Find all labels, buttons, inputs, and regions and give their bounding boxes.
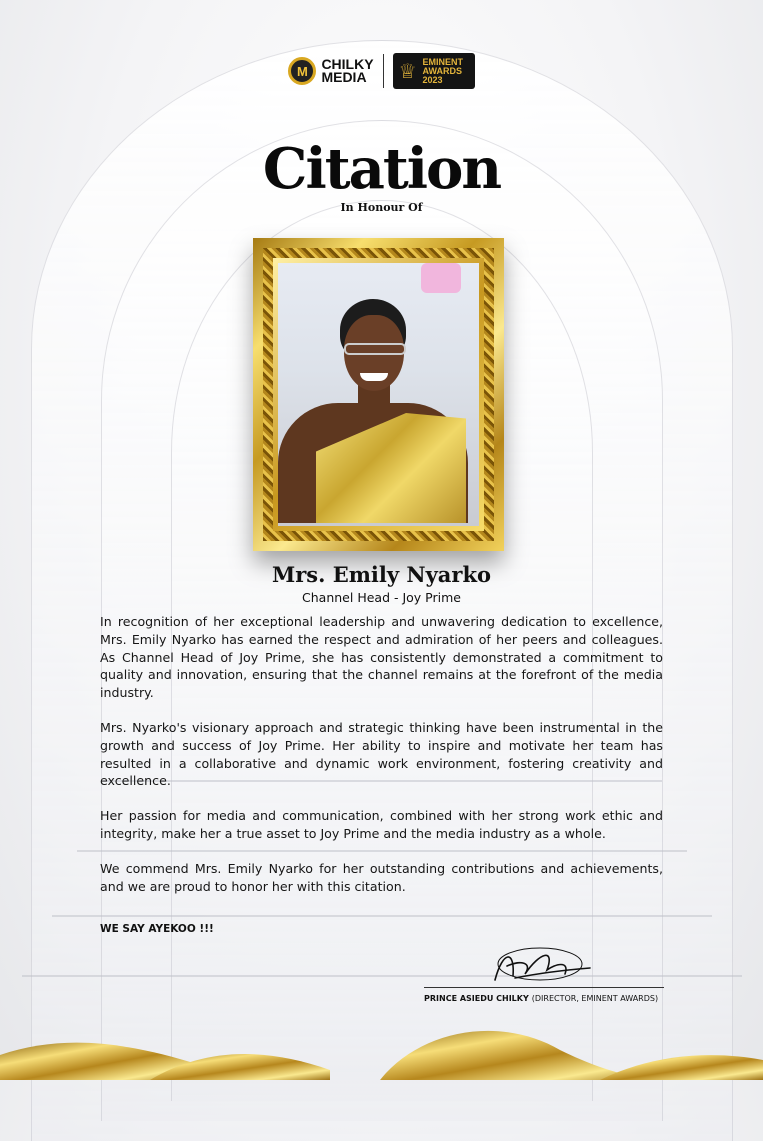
- gold-picture-frame: [253, 238, 504, 551]
- honoree-role: Channel Head - Joy Prime: [302, 590, 461, 605]
- chilky-line-1: CHILKY: [321, 56, 374, 72]
- honoree-portrait: [278, 263, 479, 526]
- citation-paragraph: Mrs. Nyarko's visionary approach and strategic thinking have been instrumental in the growth and success of Joy Prime. Her ability to inspire and motivate her team has resulted in a collaborative and dynamic work environment, fostering creativity and excellence.: [100, 719, 663, 789]
- stair-step: [52, 915, 712, 917]
- page-title: Citation: [262, 136, 501, 202]
- chilky-media-logo: [288, 57, 373, 85]
- citation-paragraph: We commend Mrs. Emily Nyarko for her outstanding contributions and achievements, and we are proud to honor her with this citation.: [100, 860, 663, 894]
- page-subtitle: In Honour Of: [340, 201, 423, 214]
- citation-body: [100, 613, 663, 912]
- closing-line: WE SAY AYEKOO !!!: [100, 923, 214, 935]
- eminent-line-3: 2023: [422, 74, 443, 85]
- stair-step: [22, 975, 742, 977]
- eminent-line-1: EMINENT: [422, 56, 463, 67]
- portrait-glasses: [344, 343, 406, 355]
- frame-ornament: [263, 248, 494, 541]
- citation-paragraph: In recognition of her exceptional leadership and unwavering dedication to excellence, Mrs. Emily Nyarko has earned the respect and admiration of her peers and colleagues. As Channel Head of Joy Prime, she has consistently demonstrated a commitment to quality and innovation, ensuring that the channel remains at the forefront of the media industry.: [100, 614, 663, 701]
- logo-divider: [383, 54, 384, 88]
- portrait-smile: [360, 373, 388, 381]
- eminent-awards-logo: [393, 53, 475, 89]
- chilky-media-wordmark: [321, 58, 373, 84]
- eminent-awards-wordmark: [423, 58, 464, 85]
- signatory-name: PRINCE ASIEDU CHILKY: [424, 994, 529, 1003]
- frame-mat: [273, 258, 484, 531]
- trophy-icon: ♕: [398, 59, 417, 83]
- header-logos: [0, 53, 763, 89]
- honoree-name: Mrs. Emily Nyarko: [271, 562, 492, 587]
- signatory-title: (DIRECTOR, EMINENT AWARDS): [531, 994, 659, 1003]
- handwritten-signature: [485, 940, 595, 990]
- chilky-media-mark: M: [288, 57, 316, 85]
- signature-line: [424, 987, 664, 988]
- eminent-line-2: AWARDS: [422, 65, 463, 76]
- chilky-line-2: MEDIA: [321, 69, 367, 85]
- signatory: [424, 994, 658, 1003]
- citation-paragraph: Her passion for media and communication, combined with her strong work ethic and integrity, make her a true asset to Joy Prime and the media industry as a whole.: [100, 808, 663, 841]
- portrait-background-detail: [421, 263, 461, 293]
- gold-ribbon-decoration: [0, 1010, 763, 1080]
